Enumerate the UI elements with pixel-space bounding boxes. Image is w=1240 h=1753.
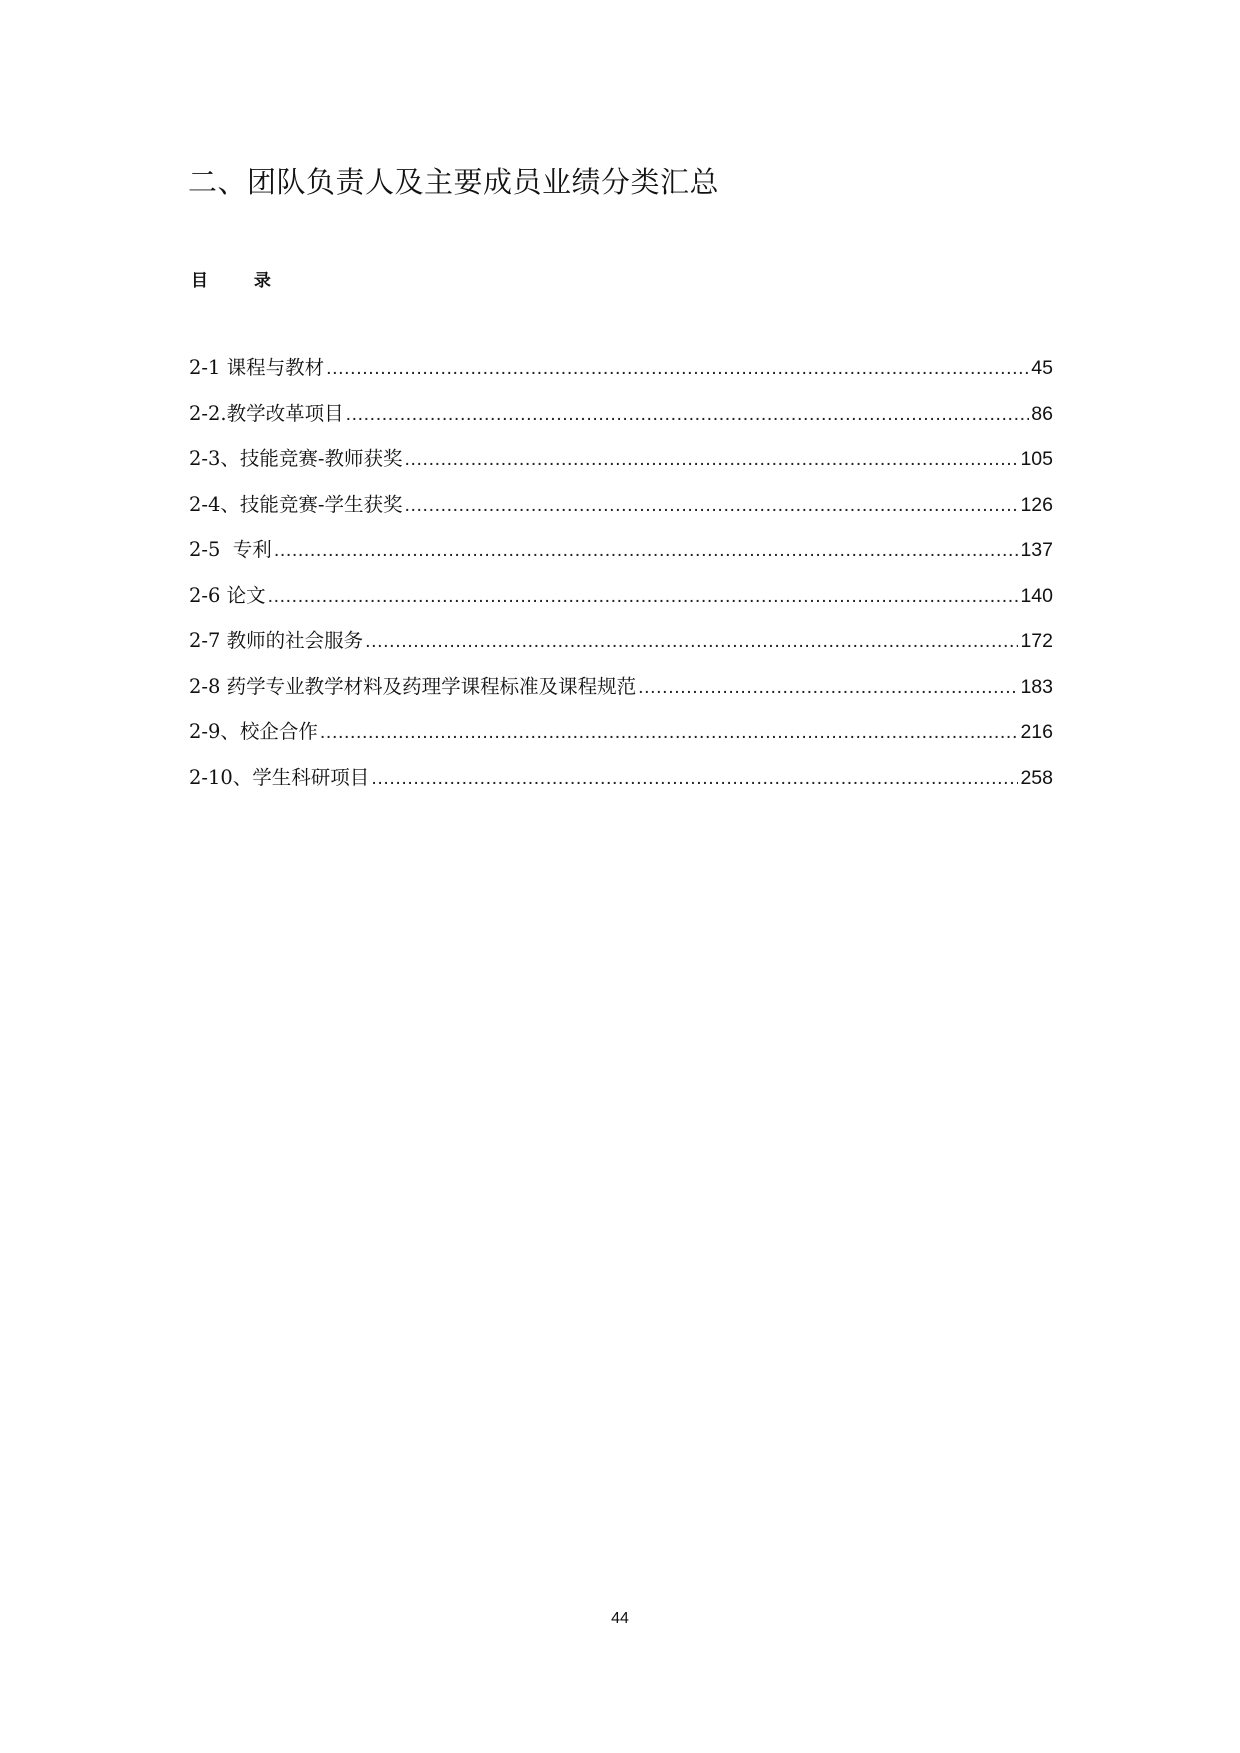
toc-leader-dots xyxy=(371,762,1018,794)
toc-entry-page: 140 xyxy=(1020,584,1053,607)
toc-entry-page: 45 xyxy=(1031,357,1053,379)
toc-entry-label: 2-1 课程与教材 xyxy=(189,356,325,379)
toc-entry-label: 2-9、校企合作 xyxy=(189,720,318,743)
toc-entry-label: 2-5 专利 xyxy=(189,538,272,561)
toc-entry-label: 2-6 论文 xyxy=(189,583,266,607)
toc-leader-dots xyxy=(405,489,1019,521)
table-of-contents xyxy=(189,352,1053,807)
toc-entry-page: 137 xyxy=(1020,539,1053,561)
toc-entry-label: 2-8 药学专业教学材料及药理学课程标准及课程规范 xyxy=(189,674,637,698)
toc-entry-label: 2-4、技能竞赛-学生获奖 xyxy=(189,492,403,516)
toc-leader-dots xyxy=(320,716,1019,748)
toc-leader-dots xyxy=(326,352,1029,384)
toc-leader-dots xyxy=(346,398,1030,430)
toc-heading: 目 录 xyxy=(191,271,291,291)
toc-leader-dots xyxy=(274,534,1019,566)
toc-entry-2-2[interactable] xyxy=(189,398,1053,444)
toc-entry-page: 258 xyxy=(1020,766,1053,789)
toc-entry-2-3[interactable] xyxy=(189,443,1053,489)
toc-entry-2-4[interactable] xyxy=(189,489,1053,535)
toc-leader-dots xyxy=(405,443,1019,475)
page-title: 二、团队负责人及主要成员业绩分类汇总 xyxy=(188,165,720,199)
toc-entry-label: 2-7 教师的社会服务 xyxy=(189,629,364,652)
toc-entry-2-8[interactable] xyxy=(189,671,1053,717)
toc-entry-2-9[interactable] xyxy=(189,716,1053,762)
toc-entry-2-6[interactable] xyxy=(189,580,1053,626)
toc-entry-page: 172 xyxy=(1020,630,1053,652)
toc-entry-2-7[interactable] xyxy=(189,625,1053,671)
toc-entry-page: 105 xyxy=(1020,448,1053,470)
page-number: 44 xyxy=(611,1610,629,1627)
toc-entry-2-1[interactable] xyxy=(189,352,1053,398)
toc-leader-dots xyxy=(268,580,1019,612)
toc-entry-label: 2-10、学生科研项目 xyxy=(189,765,370,789)
toc-entry-page: 86 xyxy=(1031,402,1053,425)
toc-entry-2-5[interactable] xyxy=(189,534,1053,580)
toc-entry-label: 2-3、技能竞赛-教师获奖 xyxy=(189,447,403,470)
toc-entry-page: 126 xyxy=(1020,493,1053,516)
toc-leader-dots xyxy=(638,671,1018,703)
toc-entry-page: 183 xyxy=(1020,675,1053,698)
toc-entry-page: 216 xyxy=(1020,721,1053,743)
toc-entry-2-10[interactable] xyxy=(189,762,1053,808)
toc-entry-label: 2-2.教学改革项目 xyxy=(189,401,344,425)
toc-leader-dots xyxy=(365,625,1018,657)
